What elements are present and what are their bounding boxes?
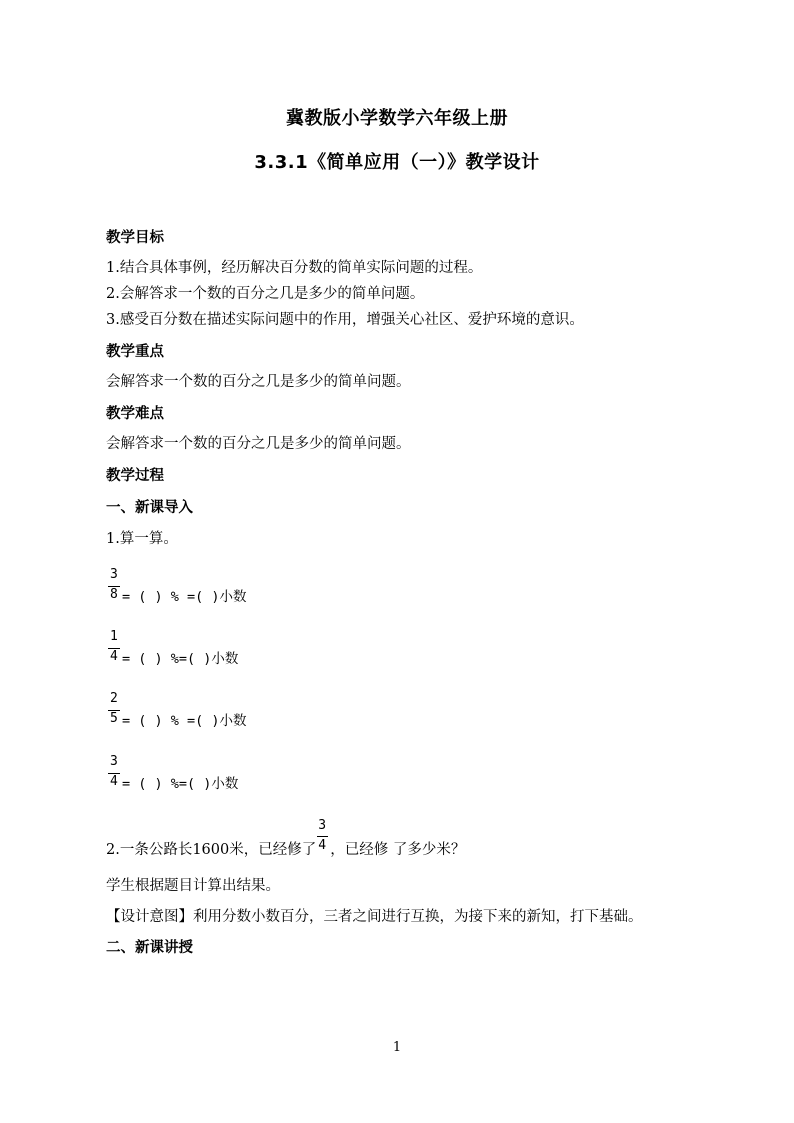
fraction-numerator: 1: [110, 629, 118, 644]
student-note: 学生根据题目计算出结果。: [106, 878, 280, 894]
question-2: [106, 818, 466, 860]
question-1-title: 1.算一算。: [106, 531, 178, 547]
fraction-denominator: 4: [110, 649, 118, 664]
question-2-text-after: ，已经修 了多少米？: [330, 842, 466, 858]
difficulties-text: 会解答求一个数的百分之几是多少的简单问题。: [106, 436, 411, 452]
fraction-numerator: 3: [110, 567, 118, 582]
section-heading-difficulties: 教学难点: [106, 406, 164, 422]
fraction-numerator: 3: [318, 818, 327, 833]
goal-item: 3.感受百分数在描述实际问题中的作用，增强关心社区、爱护环境的意识。: [106, 312, 584, 328]
fraction-numerator: 2: [110, 691, 118, 706]
fraction-denominator: 8: [110, 587, 118, 602]
goal-item: 2.会解答求一个数的百分之几是多少的简单问题。: [106, 286, 425, 302]
section-heading-goals: 教学目标: [106, 230, 164, 246]
key-points-text: 会解答求一个数的百分之几是多少的简单问题。: [106, 374, 411, 390]
page-number: 1: [392, 1040, 402, 1055]
question-2-text-before: 2.一条公路长1600米，已经修了: [106, 842, 317, 858]
lesson-title: 3.3.1《简单应用（一）》教学设计: [254, 152, 540, 173]
fraction-blanks: = ( ) %=( )小数: [122, 651, 239, 667]
fraction-blanks: = ( ) % =( )小数: [122, 713, 247, 729]
goal-item: 1.结合具体事例，经历解决百分数的简单实际问题的过程。: [106, 260, 483, 276]
fraction-numerator: 3: [110, 754, 118, 769]
fraction-denominator: 4: [110, 774, 118, 789]
inline-fraction: [316, 818, 330, 860]
fraction-denominator: 4: [318, 838, 327, 853]
design-intent: 【设计意图】利用分数小数百分，三者之间进行互换，为接下来的新知，打下基础。: [106, 909, 643, 925]
fraction-denominator: 5: [110, 711, 118, 726]
fraction-blanks: = ( ) %=( )小数: [122, 776, 239, 792]
section-heading-process: 教学过程: [106, 468, 164, 484]
part-heading-intro: 一、新课导入: [106, 500, 193, 516]
fraction-blanks: = ( ) % =( )小数: [122, 589, 247, 605]
section-heading-key-points: 教学重点: [106, 344, 164, 360]
document-title: 冀教版小学数学六年级上册: [286, 108, 508, 129]
part-heading-new-lesson: 二、新课讲授: [106, 940, 193, 956]
